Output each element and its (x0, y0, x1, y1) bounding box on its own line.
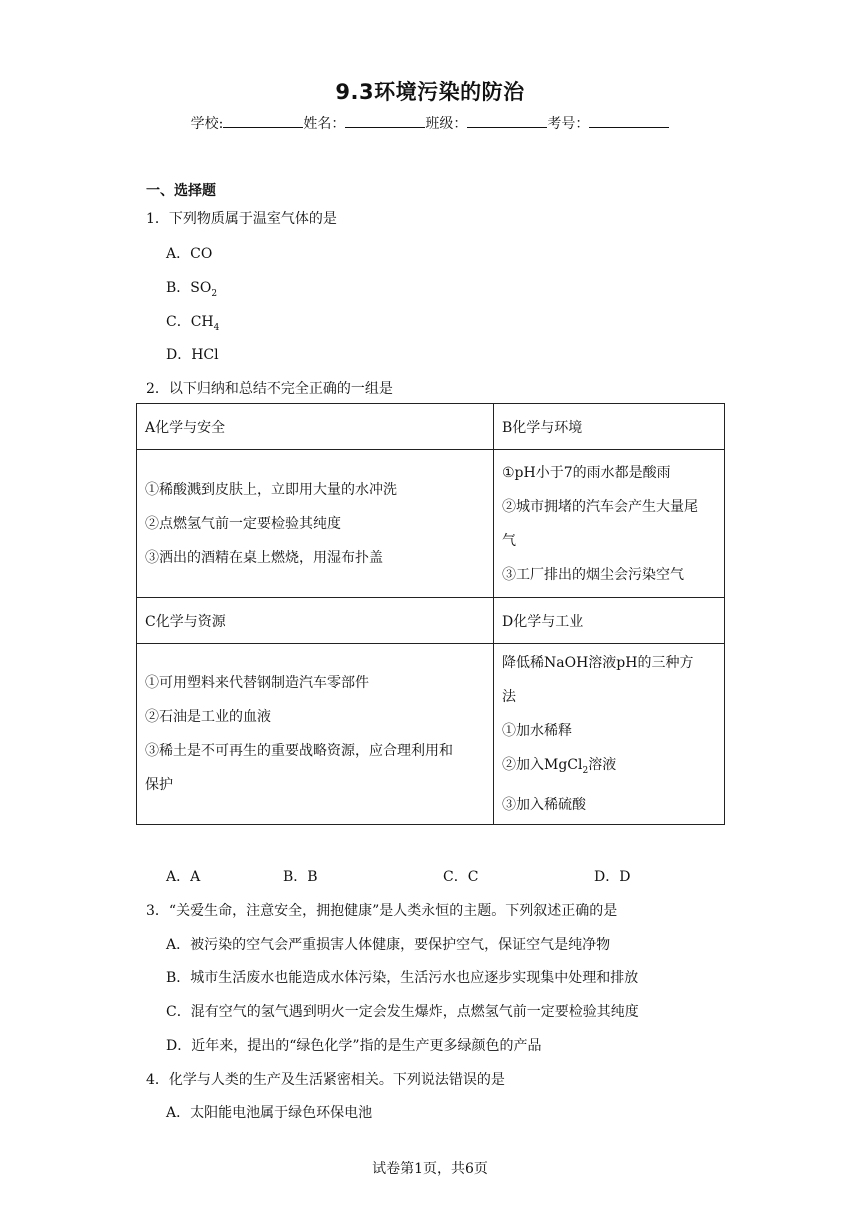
q1-option-a-text: A．CO (166, 246, 213, 262)
a-item-2: ②点燃氢气前一定要检验其纯度 (145, 515, 341, 532)
q2-option-c[interactable]: C．C (443, 869, 479, 885)
q1-option-a[interactable] (166, 243, 212, 263)
q1-option-c-subscript: 4 (213, 322, 220, 333)
d-item-2 (502, 748, 716, 788)
q1-option-b-subscript: 2 (211, 288, 218, 299)
q1-option-d[interactable] (166, 344, 219, 364)
student-info-line (0, 113, 860, 133)
q1-option-d-text: D．HCl (166, 347, 219, 363)
b-item-3: ③工厂排出的烟尘会污染空气 (502, 566, 684, 583)
a-item-3: ③洒出的酒精在桌上燃烧，用湿布扑盖 (145, 549, 383, 566)
c-item-3-cont: 保护 (145, 777, 173, 793)
table-cell-a-head: A化学与安全 (137, 404, 494, 450)
q3-option-d[interactable]: D．近年来，提出的“绿色化学”指的是生产更多绿颜色的产品 (166, 1038, 542, 1054)
name-blank[interactable] (345, 115, 425, 128)
b-item-1: ①pH小于7的雨水都是酸雨 (502, 464, 671, 481)
section-heading: 一、选择题 (146, 183, 216, 199)
table-cell-b-body (494, 450, 725, 598)
q4-option-a[interactable]: A．太阳能电池属于绿色环保电池 (166, 1105, 373, 1121)
table-cell-d-head: D化学与工业 (494, 598, 725, 644)
table-cell-c-body (137, 644, 494, 825)
q2-option-d[interactable]: D．D (594, 869, 631, 885)
q4-stem: 4．化学与人类的生产及生活紧密相关。下列说法错误的是 (146, 1072, 505, 1088)
b-item-2-cont: 气 (502, 532, 516, 549)
class-label: 班级： (425, 116, 468, 132)
q3-option-b[interactable]: B．城市生活废水也能造成水体污染，生活污水也应逐步实现集中处理和排放 (166, 970, 639, 986)
d-item-2-subscript: 2 (582, 765, 589, 776)
d-item-3: ③加入稀硫酸 (502, 796, 586, 813)
exam-number-label: 考号： (547, 116, 590, 132)
c-item-1: ①可用塑料来代替钢制造汽车零部件 (145, 675, 369, 691)
page-title: 9.3环境污染的防治 (335, 80, 525, 104)
q1-option-b[interactable] (166, 277, 217, 299)
c-item-2: ②石油是工业的血液 (145, 709, 271, 725)
exam-number-blank[interactable] (589, 115, 669, 128)
q1-option-c-text: C．CH (166, 314, 214, 330)
d-item-2-tail: 溶液 (588, 757, 617, 774)
d-intro: 降低稀NaOH溶液pH的三种方 (502, 655, 694, 672)
name-label: 姓名： (303, 116, 346, 132)
d-item-2-text: ②加入MgCl (502, 757, 583, 774)
table-cell-c-head: C化学与资源 (137, 598, 494, 644)
q2-stem: 2．以下归纳和总结不完全正确的一组是 (146, 381, 393, 397)
table-cell-a-body (137, 450, 494, 598)
table-cell-d-body (494, 644, 725, 825)
page-footer: 试卷第1页，共6页 (372, 1161, 488, 1177)
q2-option-b[interactable]: B．B (283, 869, 318, 885)
school-label: 学校: (190, 116, 224, 132)
b-item-2: ②城市拥堵的汽车会产生大量尾 (502, 498, 698, 515)
class-blank[interactable] (467, 115, 547, 128)
a-item-1: ①稀酸溅到皮肤上，立即用大量的水冲洗 (145, 481, 397, 498)
q3-option-c[interactable]: C．混有空气的氢气遇到明火一定会发生爆炸，点燃氢气前一定要检验其纯度 (166, 1004, 639, 1020)
table-cell-b-head: B化学与环境 (494, 404, 725, 450)
q1-stem: 1．下列物质属于温室气体的是 (146, 211, 337, 227)
q1-option-b-text: B．SO (166, 280, 212, 296)
q3-option-a[interactable]: A．被污染的空气会严重损害人体健康，要保护空气，保证空气是纯净物 (166, 937, 611, 953)
d-intro-cont: 法 (502, 689, 516, 706)
school-blank[interactable] (223, 115, 303, 128)
q1-option-c[interactable] (166, 311, 219, 333)
q2-option-a[interactable]: A．A (166, 869, 201, 885)
q2-table (136, 403, 725, 825)
c-item-3: ③稀土是不可再生的重要战略资源，应合理利用和 (145, 743, 453, 759)
d-item-1: ①加水稀释 (502, 723, 572, 740)
q3-stem: 3．“关爱生命，注意安全，拥抱健康”是人类永恒的主题。下列叙述正确的是 (146, 903, 618, 919)
